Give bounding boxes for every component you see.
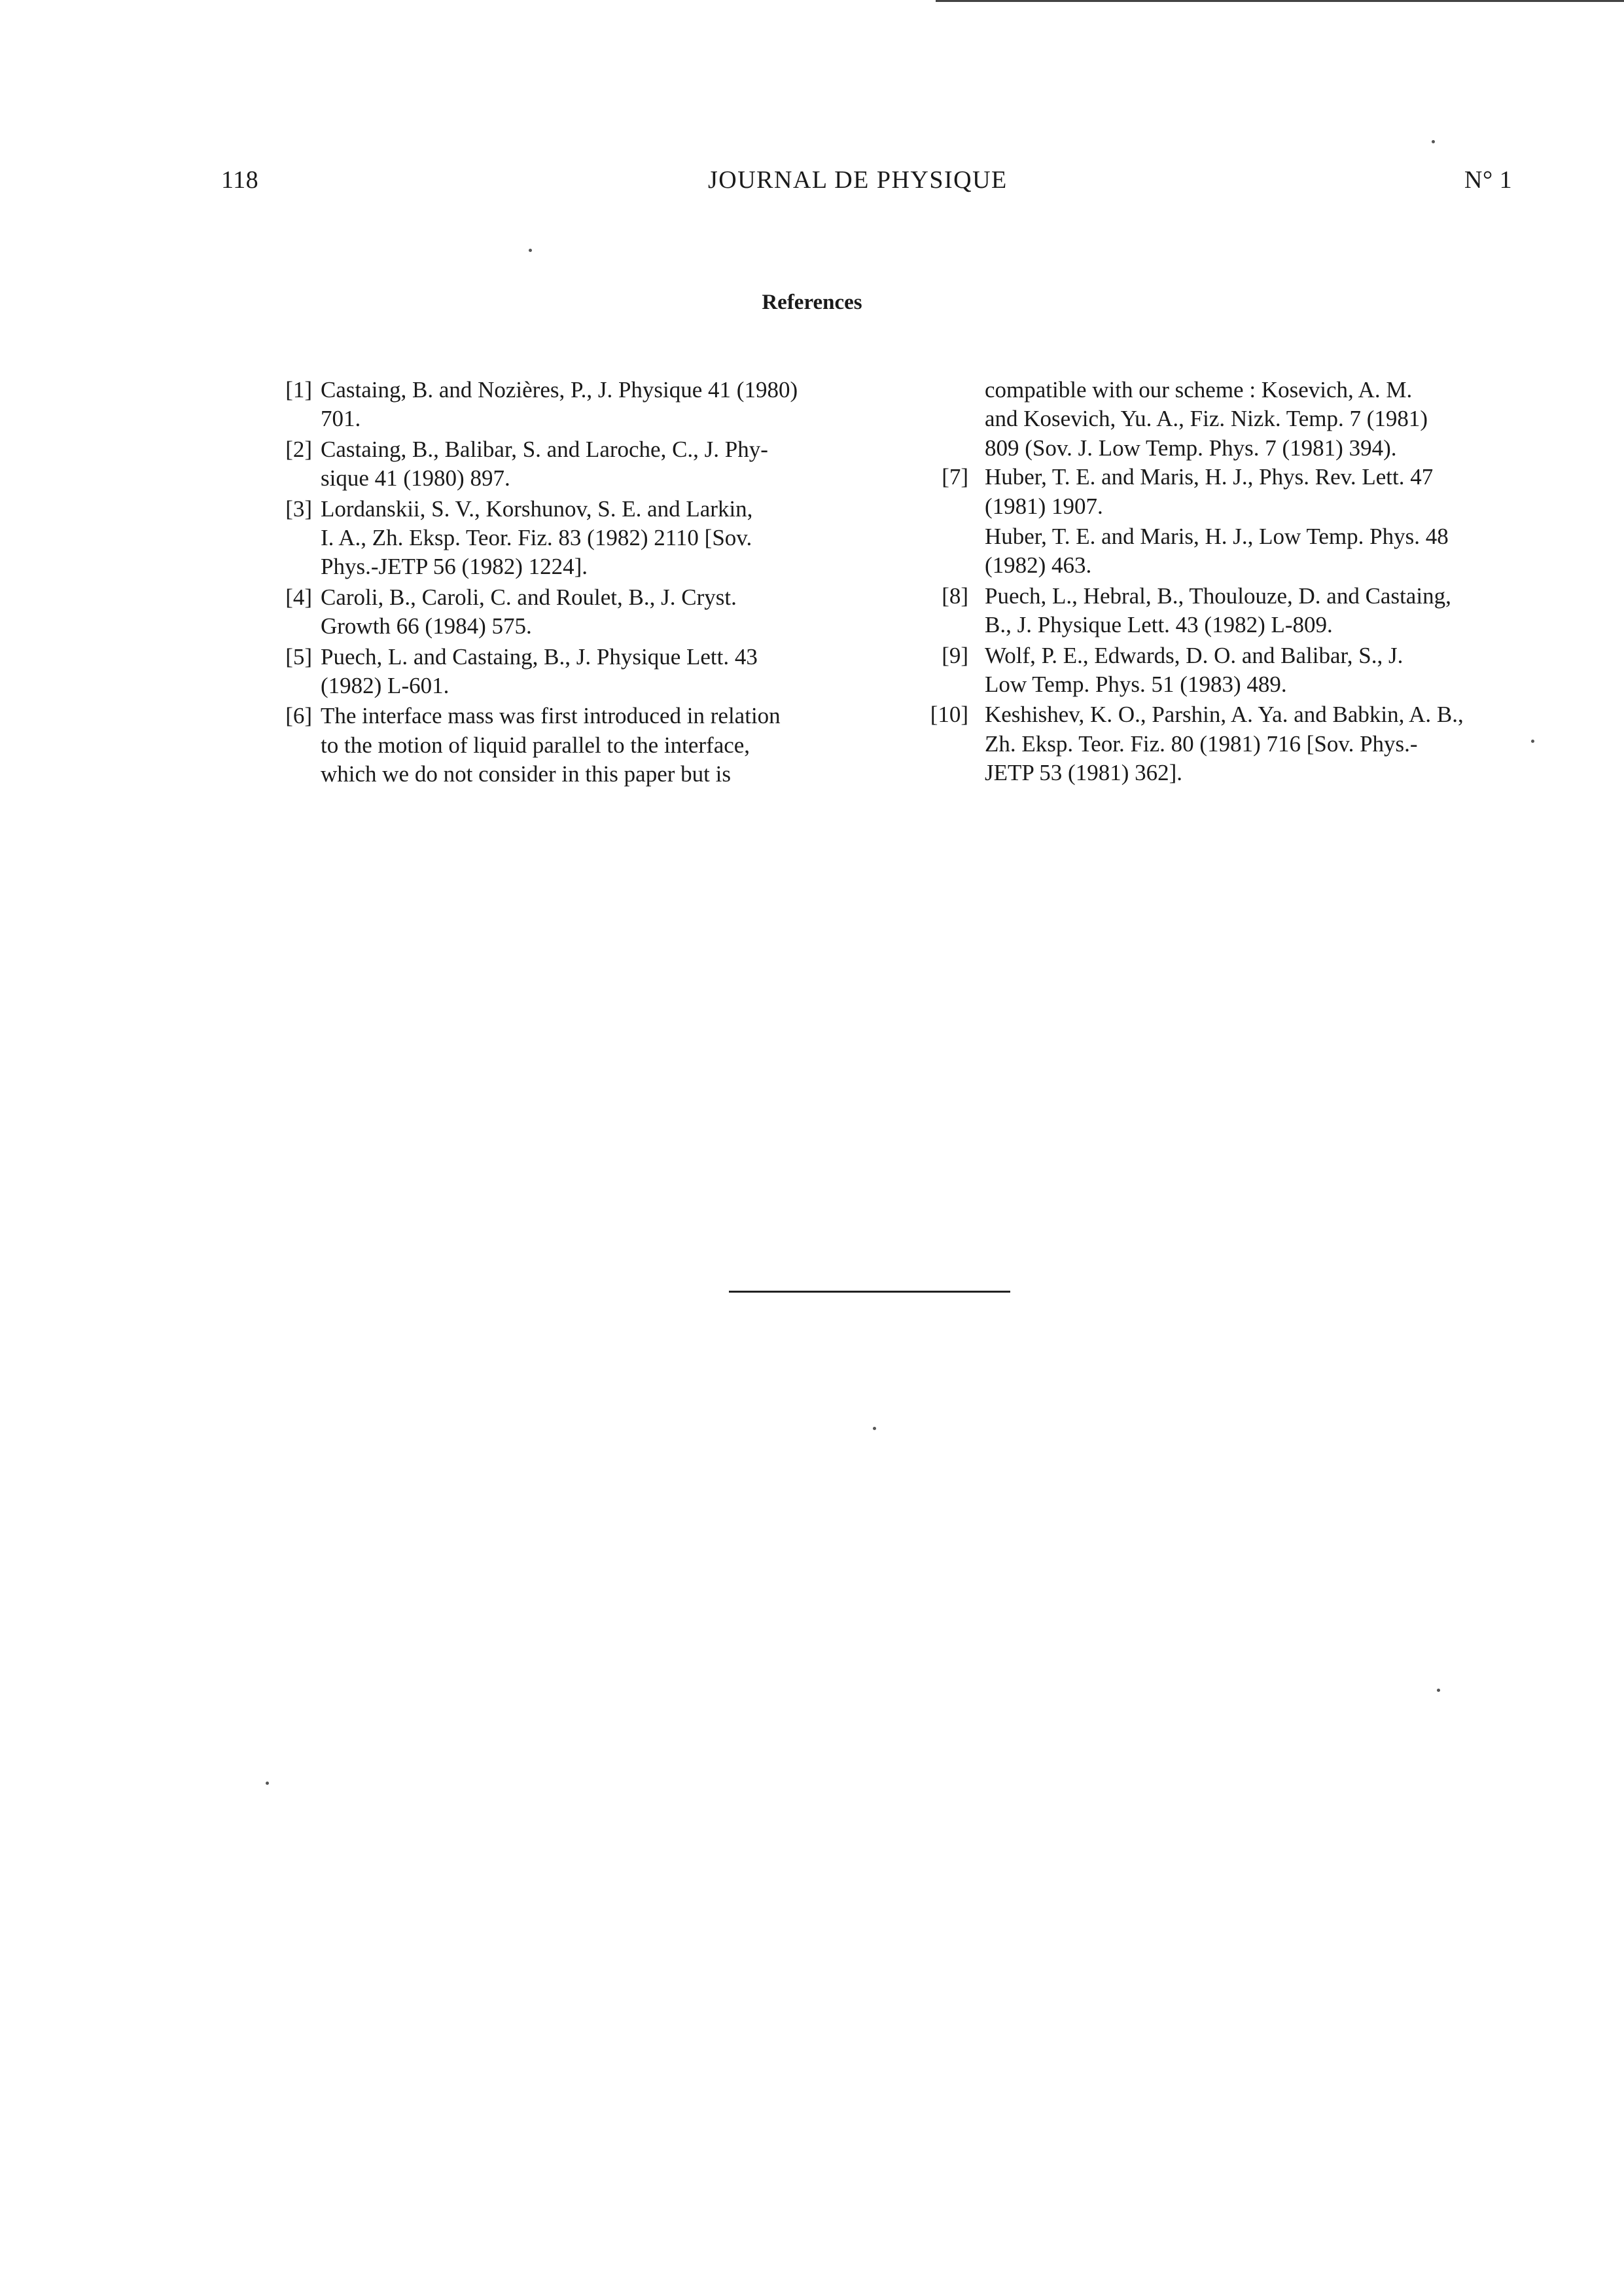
reference-6: [226, 702, 855, 789]
reference-7: [890, 463, 1519, 521]
reference-line: compatible with our scheme : Kosevich, A. M.: [985, 377, 1413, 403]
reference-8: [890, 582, 1519, 640]
reference-line: sique 41 (1980) 897.: [321, 465, 510, 492]
reference-line: Growth 66 (1984) 575.: [321, 613, 532, 639]
reference-line: B., J. Physique Lett. 43 (1982) L-809.: [985, 612, 1333, 638]
reference-7b: [890, 522, 1519, 581]
reference-3: [226, 495, 855, 582]
scan-speck: [873, 1427, 876, 1430]
scan-speck: [266, 1782, 269, 1785]
reference-line: 809 (Sov. J. Low Temp. Phys. 7 (1981) 394).: [985, 435, 1397, 461]
reference-line: The interface mass was first introduced in relation: [321, 703, 781, 729]
scan-speck: [1432, 140, 1435, 143]
reference-6-continuation: [890, 376, 1519, 463]
reference-number: [4]: [285, 584, 312, 610]
reference-1: [226, 376, 855, 434]
scan-speck: [1531, 740, 1534, 743]
reference-number: [10]: [930, 702, 968, 728]
reference-line: Caroli, B., Caroli, C. and Roulet, B., J. Cryst.: [321, 584, 737, 610]
reference-line: (1982) L-601.: [321, 673, 450, 699]
reference-line: Low Temp. Phys. 51 (1983) 489.: [985, 672, 1287, 698]
reference-2: [226, 435, 855, 493]
reference-number: [8]: [942, 583, 968, 609]
reference-number: [2]: [285, 436, 312, 462]
reference-line: Puech, L. and Castaing, B., J. Physique Lett. 43: [321, 643, 758, 670]
reference-9: [890, 641, 1519, 700]
reference-line: 701.: [321, 406, 361, 432]
journal-title: JOURNAL DE PHYSIQUE: [708, 166, 1008, 194]
reference-line: (1982) 463.: [985, 552, 1092, 579]
reference-line: Puech, L., Hebral, B., Thoulouze, D. and Castaing,: [985, 583, 1451, 609]
reference-number: [6]: [285, 703, 312, 729]
end-rule: [729, 1291, 1010, 1293]
reference-line: which we do not consider in this paper but is: [321, 761, 731, 787]
reference-line: JETP 53 (1981) 362].: [985, 760, 1183, 786]
reference-line: Phys.-JETP 56 (1982) 1224].: [321, 554, 588, 580]
reference-line: to the motion of liquid parallel to the interface,: [321, 732, 750, 758]
reference-4: [226, 583, 855, 641]
reference-number: [1]: [285, 377, 312, 403]
references-left-column: [226, 376, 855, 791]
reference-10: [890, 700, 1519, 787]
reference-line: and Kosevich, Yu. A., Fiz. Nizk. Temp. 7 (1981): [985, 406, 1428, 432]
reference-line: I. A., Zh. Eksp. Teor. Fiz. 83 (1982) 2110 [Sov.: [321, 525, 752, 551]
reference-number: [9]: [942, 642, 968, 668]
top-border-line: [936, 0, 1624, 2]
reference-5: [226, 643, 855, 701]
reference-line: Castaing, B., Balibar, S. and Laroche, C., J. Phy-: [321, 436, 768, 462]
reference-line: Keshishev, K. O., Parshin, A. Ya. and Babkin, A. B.,: [985, 702, 1464, 728]
references-heading: References: [762, 291, 862, 314]
reference-number: [5]: [285, 643, 312, 670]
reference-line: Huber, T. E. and Maris, H. J., Low Temp. Phys. 48: [985, 524, 1449, 550]
reference-number: [7]: [942, 464, 968, 490]
page-number: 118: [221, 166, 259, 194]
reference-line: Wolf, P. E., Edwards, D. O. and Balibar, S., J.: [985, 642, 1403, 668]
reference-line: Huber, T. E. and Maris, H. J., Phys. Rev. Lett. 47: [985, 464, 1434, 490]
issue-number: N° 1: [1464, 166, 1513, 194]
reference-number: [3]: [285, 495, 312, 522]
reference-line: Zh. Eksp. Teor. Fiz. 80 (1981) 716 [Sov. Phys.-: [985, 730, 1418, 757]
reference-line: Castaing, B. and Nozières, P., J. Physique 41 (1980): [321, 377, 798, 403]
references-right-column: [890, 376, 1519, 789]
scan-speck: [1437, 1689, 1440, 1692]
scan-speck: [529, 249, 532, 252]
reference-line: Lordanskii, S. V., Korshunov, S. E. and Larkin,: [321, 495, 753, 522]
reference-line: (1981) 1907.: [985, 493, 1103, 519]
